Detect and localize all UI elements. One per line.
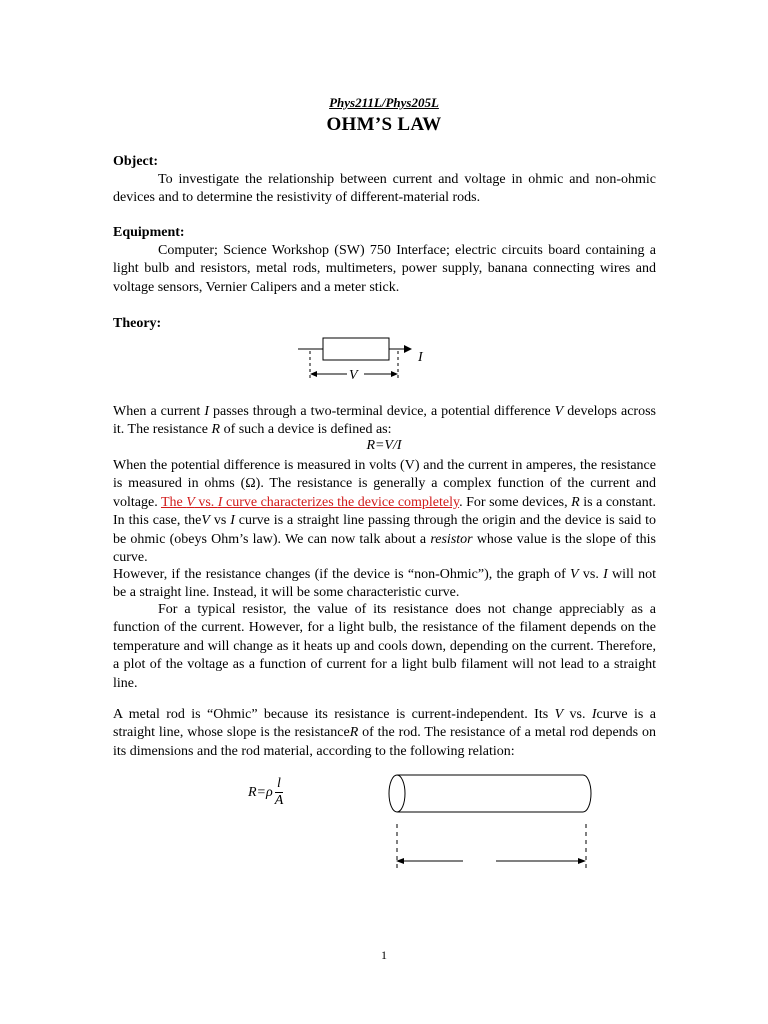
left-arrowhead-icon — [310, 371, 317, 377]
right-arrowhead-icon — [391, 371, 398, 377]
theory-paragraph-1: When a current I passes through a two-terminal device, a potential difference V develops across it. The resistance R of such a device is defined as: — [113, 404, 656, 438]
page-number: 1 — [381, 948, 387, 962]
theory-paragraph-3: However, if the resistance changes (if the device is “non-Ohmic”), the graph of V vs. I will not be a straight line. Instead, it will be some characteristic curve. — [113, 567, 657, 601]
rod-diagram — [380, 770, 600, 880]
fraction-denominator: A — [274, 793, 284, 808]
resistance-formula: R=V/I — [366, 438, 402, 453]
rod-left-end — [389, 775, 405, 812]
rod-right-end — [583, 775, 591, 812]
fraction-numerator: l — [277, 776, 281, 791]
equipment-text: Computer; Science Workshop (SW) 750 Interface; electric circuits board containing a light bulb and resistors, metal rods, multimeters, power supply, banana connecting wires and voltage sensors, Vernier Calipers and a meter stick. — [113, 243, 656, 295]
formula-fraction — [275, 776, 284, 809]
object-text: To investigate the relationship between current and voltage in ohmic and non-ohmic devices and to determine the resistivity of different-material rods. — [113, 172, 656, 206]
length-right-arrowhead-icon — [578, 858, 586, 864]
resistor-diagram — [290, 335, 440, 390]
theory-paragraph-4: For a typical resistor, the value of its resistance does not change appreciably as a function of the current. However, for a light bulb, the resistance of the filament depends on the temperature and will change as it heats up and cools down, depending on the current. Therefore, a plot of the voltage as a function of current for a light bulb filament will not lead to a straight line. — [113, 602, 656, 691]
highlighted-statement: The V vs. I curve characterizes the device completely — [160, 494, 460, 510]
course-code: Phys211L/Phys205L — [329, 95, 439, 110]
resistor-box — [323, 338, 389, 360]
theory-paragraph-5: A metal rod is “Ohmic” because its resistance is current-independent. Its V vs. Icurve is a straight line, whose slope is the resistanceR of the rod. The resistance of a metal rod depends on its dimensions and the rod material, according to the following relation: — [113, 707, 656, 759]
formula-lhs: R=ρ — [248, 784, 273, 800]
theory-heading: Theory: — [113, 316, 162, 331]
theory-paragraph-2: When the potential difference is measured in volts (V) and the current in amperes, the resistance is measured in ohms (Ω). The resistance is generally a complex function of the current and voltage. The V vs. I curve characterizes the device completely. For some devices, R is a constant. In this case, theV vs I curve is a straight line passing through the origin and the device is said to be ohmic (obeys Ohm’s law). We can now talk about a resistor whose value is the slope of this curve. — [113, 458, 656, 566]
voltage-label: V — [349, 368, 358, 383]
equipment-heading: Equipment: — [113, 225, 185, 240]
current-arrow-icon — [404, 345, 412, 353]
rod-resistance-formula — [248, 776, 283, 809]
object-heading: Object: — [113, 154, 159, 169]
current-label: I — [418, 350, 423, 365]
page-title: OHM’S LAW — [326, 114, 442, 135]
